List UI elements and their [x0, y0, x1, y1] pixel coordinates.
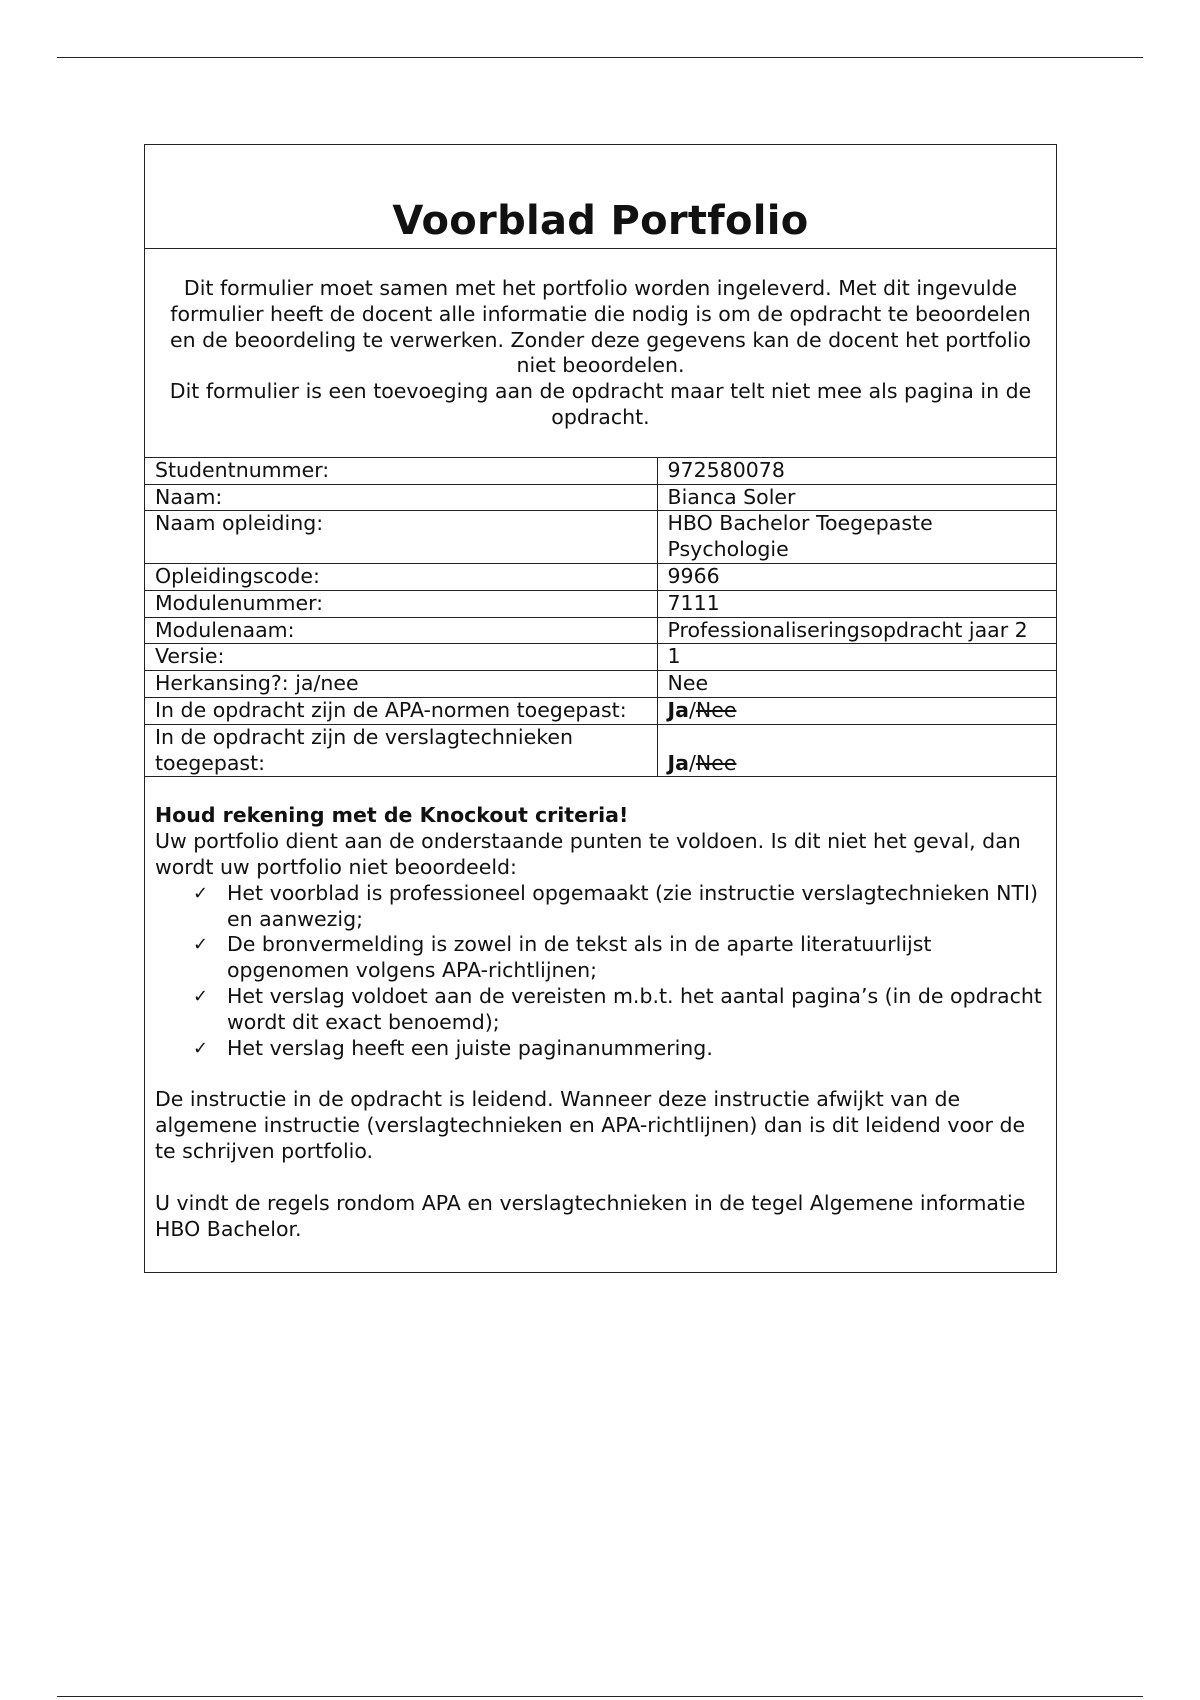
info-paragraph: U vindt de regels rondom APA en verslagtechnieken in de tegel Algemene informatie HBO Bachelor.	[155, 1190, 1026, 1241]
field-value: Nee	[657, 671, 1056, 698]
table-row	[145, 671, 1056, 698]
criteria-list	[155, 881, 1044, 1062]
field-value: HBO Bachelor Toegepaste Psychologie	[657, 511, 1056, 564]
choice-yes: Ja	[667, 750, 689, 775]
field-label: In de opdracht zijn de verslagtechnieken toegepast:	[145, 724, 657, 777]
criteria-heading: Houd rekening met de Knockout criteria!	[155, 803, 629, 828]
field-value: Professionaliseringsopdracht jaar 2	[657, 617, 1056, 644]
field-label: Studentnummer:	[145, 458, 657, 484]
intro-cell	[145, 249, 1056, 458]
field-value: 7111	[657, 590, 1056, 617]
checkmark-icon: ✓	[193, 1037, 209, 1059]
verslag-choice	[657, 724, 1056, 777]
table-row	[145, 697, 1056, 724]
field-label: Herkansing?: ja/nee	[145, 671, 657, 698]
title-cell	[145, 145, 1056, 249]
table-row	[145, 484, 1056, 511]
field-value: Bianca Soler	[657, 484, 1056, 511]
knockout-criteria	[145, 777, 1056, 1272]
list-item	[193, 983, 1044, 1036]
list-item-text: Het verslag heeft een juiste paginanummering.	[227, 1035, 713, 1060]
list-item-text: De bronvermelding is zowel in de tekst als in de aparte literatuurlijst opgenomen volgens APA-richtlijnen;	[227, 932, 932, 983]
page-title: Voorblad Portfolio	[392, 198, 809, 244]
field-label: In de opdracht zijn de APA-normen toegepast:	[145, 697, 657, 724]
table-row	[145, 644, 1056, 671]
field-value: 1	[657, 644, 1056, 671]
table-row	[145, 563, 1056, 590]
student-info-table	[145, 458, 1056, 778]
header-rule	[57, 57, 1143, 58]
criteria-intro: Uw portfolio dient aan de onderstaande punten te voldoen. Is dit niet het geval, dan wordt uw portfolio niet beoordeeld:	[155, 829, 1021, 879]
table-row	[145, 458, 1056, 484]
checkmark-icon: ✓	[193, 985, 209, 1007]
field-label: Versie:	[145, 644, 657, 671]
list-item	[193, 880, 1044, 933]
checkmark-icon: ✓	[193, 934, 209, 956]
list-item	[193, 932, 1044, 984]
cover-form	[144, 144, 1057, 1273]
field-label: Opleidingscode:	[145, 563, 657, 590]
choice-no: Nee	[695, 750, 737, 775]
instruction-paragraph: De instructie in de opdracht is leidend. Wanneer deze instructie afwijkt van de algemene instructie (verslagtechnieken en APA-richtlijnen) dan is dit leidend voor de te schrijven portfolio.	[155, 1087, 1026, 1163]
apa-choice	[657, 697, 1056, 724]
choice-separator: /	[688, 750, 696, 775]
field-label: Modulenaam:	[145, 617, 657, 644]
table-row	[145, 511, 1056, 564]
list-item-text: Het voorblad is professioneel opgemaakt (zie instructie verslagtechnieken NTI) en aanwezig;	[227, 880, 1039, 931]
field-label: Naam:	[145, 484, 657, 511]
choice-yes: Ja	[667, 697, 689, 722]
table-row	[145, 617, 1056, 644]
intro-text: Dit formulier moet samen met het portfolio worden ingeleverd. Met dit ingevulde formulier heeft de docent alle informatie die nodig is om de opdracht te beoordelen en de beoordeling te verwerken. Zonder deze gegevens kan de docent het portfolio niet beoordelen.	[170, 276, 1031, 378]
field-label: Naam opleiding:	[145, 511, 657, 564]
field-value: 972580078	[657, 458, 1056, 484]
choice-no: Nee	[695, 697, 737, 722]
table-row	[145, 590, 1056, 617]
field-label: Modulenummer:	[145, 590, 657, 617]
table-row	[145, 724, 1056, 777]
footer-rule	[57, 1696, 1143, 1697]
choice-separator: /	[688, 697, 696, 722]
list-item	[193, 1035, 1044, 1062]
field-value: 9966	[657, 563, 1056, 590]
list-item-text: Het verslag voldoet aan de vereisten m.b.t. het aantal pagina’s (in de opdracht wordt dit exact benoemd);	[227, 983, 1042, 1034]
checkmark-icon: ✓	[193, 882, 209, 904]
intro-note: Dit formulier is een toevoeging aan de opdracht maar telt niet mee als pagina in de opdracht.	[169, 379, 1032, 429]
